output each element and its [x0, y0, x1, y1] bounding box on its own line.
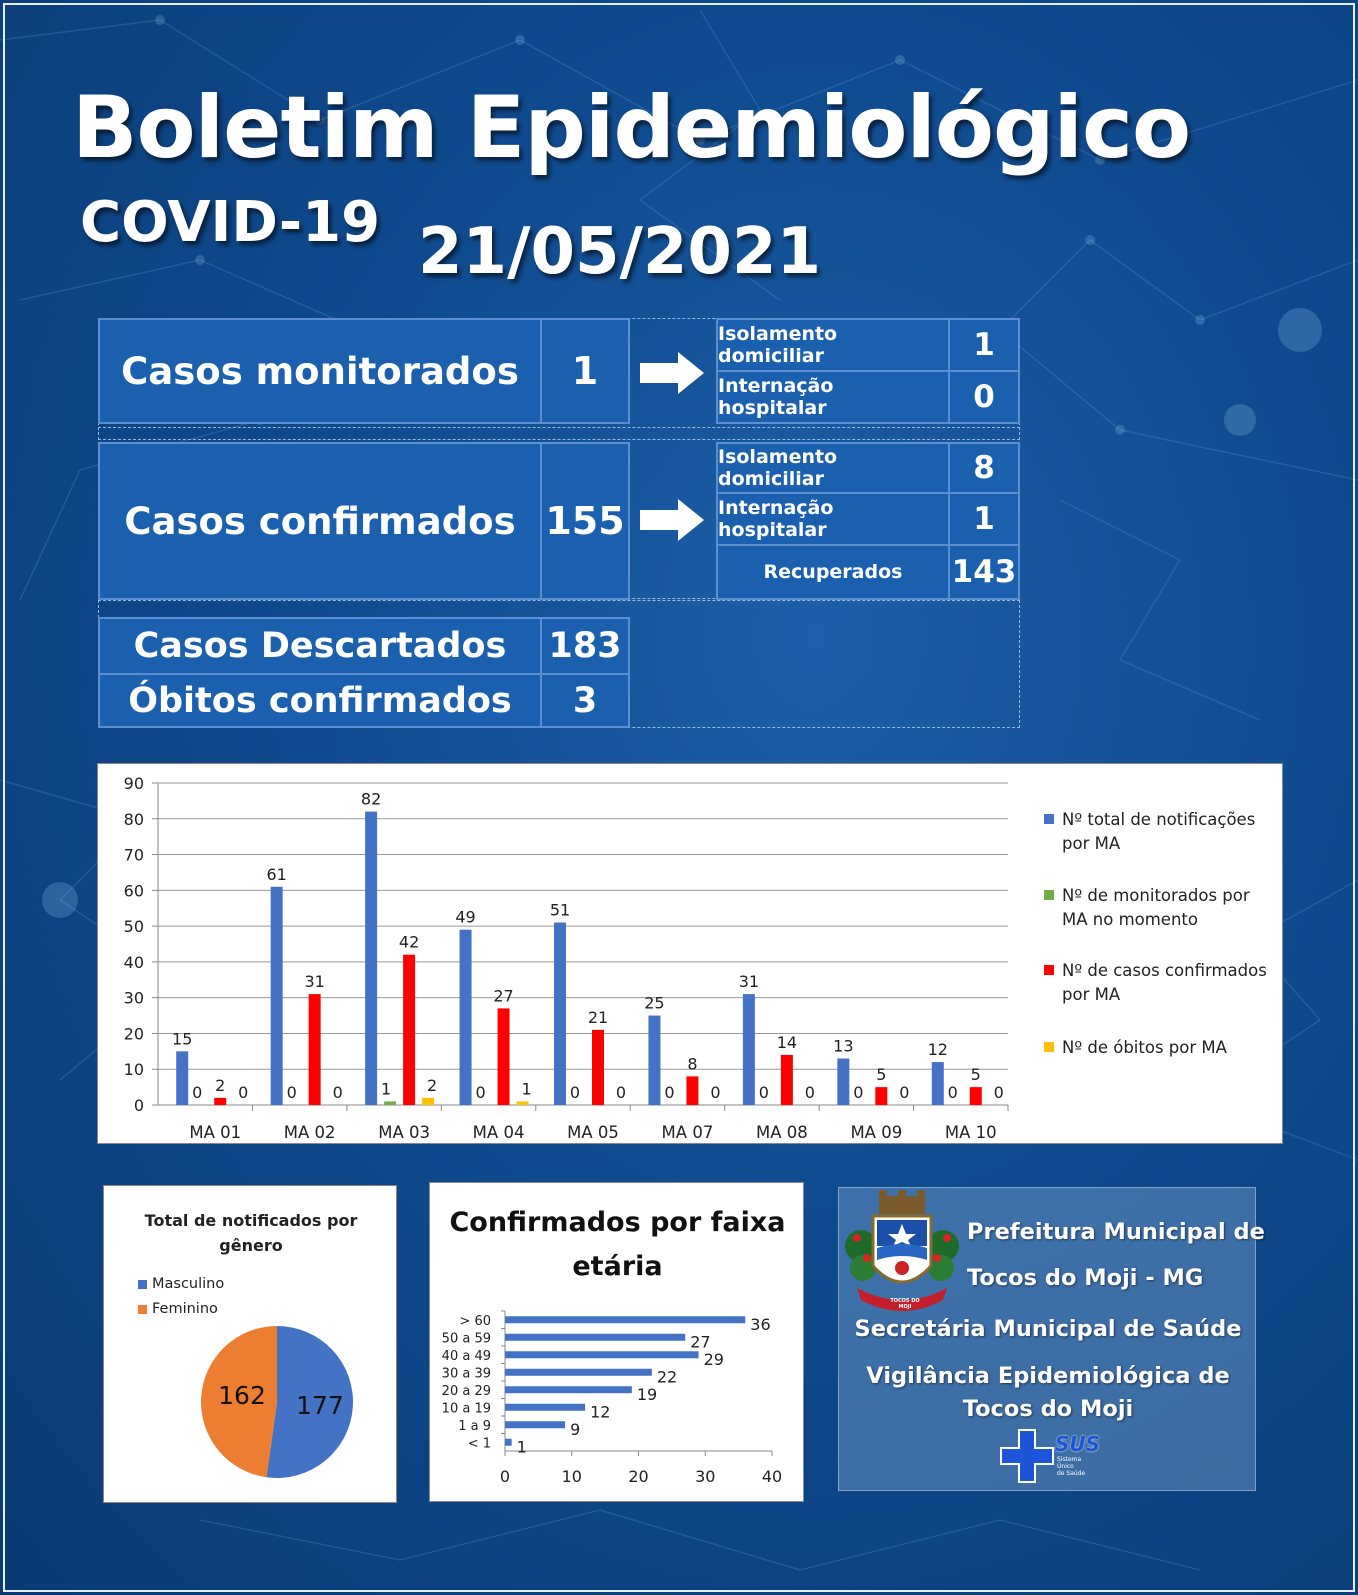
bar [422, 1098, 434, 1105]
confirmed-home-value: 8 [948, 442, 1020, 494]
x-tick-label: MA 03 [378, 1123, 430, 1142]
y-tick-label: 40 [123, 952, 144, 972]
data-label: 0 [899, 1083, 910, 1102]
x-tick-label: 0 [499, 1467, 511, 1486]
data-label: 8 [687, 1054, 698, 1074]
data-label: 21 [587, 1007, 609, 1027]
data-label: 0 [804, 1083, 815, 1102]
y-tick-label: 10 [123, 1060, 144, 1080]
sus-subtitle: Sistema Único de Saúde [1057, 1456, 1086, 1477]
legend-swatch [1044, 1042, 1054, 1052]
data-label: 0 [710, 1083, 721, 1102]
bar [875, 1087, 887, 1105]
bar [214, 1098, 226, 1105]
data-label: 49 [455, 907, 476, 927]
bar [505, 1439, 512, 1446]
data-label: 0 [853, 1083, 864, 1102]
bar [460, 930, 472, 1105]
bar [309, 994, 321, 1105]
y-tick-label: 1 a 9 [458, 1418, 491, 1434]
info-line-4: Vigilância Epidemiológica de [866, 1363, 1230, 1389]
info-line-2: Tocos do Moji - MG [967, 1265, 1204, 1291]
page-subtitle: COVID-19 [80, 190, 381, 255]
bar [365, 812, 377, 1105]
data-label: 0 [569, 1083, 581, 1102]
data-label: 1 [516, 1437, 527, 1457]
confirmed-label: Casos confirmados [98, 442, 542, 600]
legend-label: Nº total de notificações por MA [1062, 810, 1256, 853]
bar [403, 955, 415, 1105]
y-tick-label: 50 [123, 917, 144, 937]
y-tick-label: < 1 [467, 1436, 491, 1452]
bar [970, 1087, 982, 1105]
data-label: 14 [776, 1032, 798, 1052]
y-tick-label: 80 [123, 809, 144, 829]
legend-label: Nº de casos confirmados por MA [1062, 961, 1267, 1004]
data-label: 25 [644, 993, 665, 1013]
monitored-hospital-label: Internação hospitalar [716, 370, 950, 424]
x-tick-label: 40 [761, 1467, 783, 1486]
monitored-home-label: Isolamento domiciliar [716, 318, 950, 372]
data-label: 0 [615, 1083, 627, 1102]
bar [505, 1404, 585, 1411]
bar [686, 1076, 698, 1105]
y-tick-label: 30 [123, 988, 144, 1008]
gender-chart-title: Total de notificados por gênero [144, 1211, 358, 1255]
data-label: 29 [703, 1349, 724, 1369]
recovered-label: Recuperados [716, 544, 950, 600]
legend-item [1044, 1036, 1274, 1060]
info-line-1: Prefeitura Municipal de [967, 1219, 1265, 1245]
data-label: 0 [475, 1083, 486, 1102]
data-label: 22 [656, 1367, 678, 1387]
y-tick-label: 40 a 49 [441, 1348, 491, 1364]
deaths-label: Óbitos confirmados [98, 673, 542, 728]
data-label: 31 [304, 972, 325, 992]
bar [781, 1055, 793, 1105]
x-tick-label: 30 [695, 1467, 716, 1486]
data-label: 12 [927, 1040, 948, 1060]
pie-data-label: 177 [296, 1391, 344, 1420]
data-label: 2 [215, 1075, 226, 1095]
legend-masculino: Masculino [138, 1272, 224, 1296]
bar [271, 887, 283, 1105]
info-line-5: Tocos do Moji [962, 1396, 1134, 1422]
data-label: 2 [427, 1075, 438, 1095]
y-tick-label: 20 [123, 1024, 144, 1044]
x-tick-label: 10 [561, 1467, 582, 1486]
data-label: 1 [381, 1079, 392, 1099]
bar [176, 1051, 188, 1105]
y-tick-label: 30 a 39 [441, 1366, 491, 1382]
data-label: 0 [192, 1083, 203, 1102]
data-label: 31 [738, 972, 760, 992]
data-label: 12 [590, 1402, 611, 1422]
data-label: 82 [360, 789, 382, 809]
bar [505, 1386, 632, 1393]
bar [554, 923, 566, 1105]
age-chart-title: Confirmados por faixa etária [449, 1207, 786, 1282]
x-tick-label: MA 09 [850, 1123, 903, 1142]
bar [498, 1008, 510, 1105]
report-date: 21/05/2021 [418, 215, 821, 289]
data-label: 42 [398, 932, 420, 952]
monitored-label: Casos monitorados [98, 318, 542, 424]
legend-swatch [1044, 965, 1054, 975]
y-tick-label: 70 [123, 845, 144, 865]
info-panel [838, 1187, 1265, 1491]
x-tick-label: MA 05 [567, 1123, 619, 1142]
data-label: 1 [521, 1079, 532, 1099]
x-tick-label: MA 02 [283, 1123, 336, 1142]
confirmed-value: 155 [540, 442, 630, 600]
legend-feminino: Feminino [138, 1297, 218, 1321]
x-tick-label: MA 04 [472, 1123, 525, 1142]
data-label: 27 [493, 986, 514, 1006]
data-label: 15 [172, 1029, 193, 1049]
page-title: Boletim Epidemiológico [72, 78, 1191, 178]
data-label: 51 [549, 900, 571, 920]
monitored-arrow-icon [638, 350, 706, 396]
info-line-3: Secretária Municipal de Saúde [854, 1316, 1242, 1342]
discarded-label: Casos Descartados [98, 617, 542, 675]
data-label: 0 [332, 1083, 343, 1102]
x-tick-label: 20 [628, 1467, 649, 1486]
legend-item [1044, 884, 1274, 932]
y-tick-label: 50 a 59 [441, 1331, 491, 1347]
age-chart-panel [429, 1182, 804, 1502]
legend-item [1044, 959, 1274, 1007]
data-label: 9 [570, 1419, 581, 1439]
legend-swatch [1044, 890, 1054, 900]
bar [505, 1316, 745, 1323]
data-label: 0 [758, 1083, 769, 1102]
confirmed-hospital-value: 1 [948, 492, 1020, 546]
x-tick-label: MA 10 [944, 1123, 997, 1142]
y-tick-label: 60 [123, 881, 144, 901]
y-tick-label: 10 a 19 [441, 1401, 491, 1417]
data-label: 0 [664, 1083, 675, 1102]
data-label: 0 [993, 1083, 1004, 1102]
monitored-home-value: 1 [948, 318, 1020, 372]
bar [517, 1101, 529, 1105]
bar [743, 994, 755, 1105]
legend-label: Nº de óbitos por MA [1062, 1038, 1227, 1057]
data-label: 61 [266, 864, 287, 884]
legend-swatch [1044, 814, 1054, 824]
bar [648, 1016, 660, 1105]
data-label: 19 [636, 1384, 658, 1404]
sus-logo-text: SUS [1055, 1432, 1101, 1456]
legend-item [1044, 808, 1274, 856]
confirmed-home-label: Isolamento domiciliar [716, 442, 950, 494]
bar [505, 1351, 699, 1358]
data-label: 0 [286, 1083, 297, 1102]
recovered-value: 143 [948, 544, 1020, 600]
data-label: 13 [833, 1036, 854, 1056]
data-label: 5 [970, 1065, 981, 1085]
y-tick-label: 0 [133, 1096, 144, 1115]
bar [505, 1369, 652, 1376]
confirmed-hospital-label: Internação hospitalar [716, 492, 950, 546]
bar [837, 1058, 849, 1105]
y-tick-label: 20 a 29 [441, 1383, 491, 1399]
confirmed-arrow-icon [638, 497, 706, 543]
bar [592, 1030, 604, 1105]
data-label: 0 [238, 1083, 249, 1102]
data-label: 27 [690, 1332, 711, 1352]
sus-cross-icon [999, 1428, 1055, 1484]
legend-label: Nº de monitorados por MA no momento [1062, 886, 1250, 929]
data-label: 36 [750, 1314, 771, 1334]
ma-chart-panel [97, 763, 1283, 1144]
x-tick-label: MA 08 [756, 1123, 808, 1142]
x-tick-label: MA 07 [661, 1123, 714, 1142]
gender-pie-chart [104, 1186, 398, 1504]
pie-data-label: 162 [218, 1381, 266, 1410]
age-bar-chart [430, 1183, 805, 1503]
gender-chart-panel [103, 1185, 397, 1503]
x-tick-label: MA 01 [189, 1123, 242, 1142]
bar [932, 1062, 944, 1105]
monitored-hospital-value: 0 [948, 370, 1020, 424]
y-tick-label: > 60 [459, 1313, 491, 1329]
bar [505, 1334, 685, 1341]
discarded-value: 183 [540, 617, 630, 675]
bar [384, 1101, 396, 1105]
y-tick-label: 90 [123, 774, 144, 793]
monitored-value: 1 [540, 318, 630, 424]
deaths-value: 3 [540, 673, 630, 728]
bar [505, 1421, 565, 1428]
data-label: 5 [876, 1065, 887, 1085]
data-label: 0 [947, 1083, 958, 1102]
seal-text: TOCOS DO MOJI [890, 1298, 920, 1310]
